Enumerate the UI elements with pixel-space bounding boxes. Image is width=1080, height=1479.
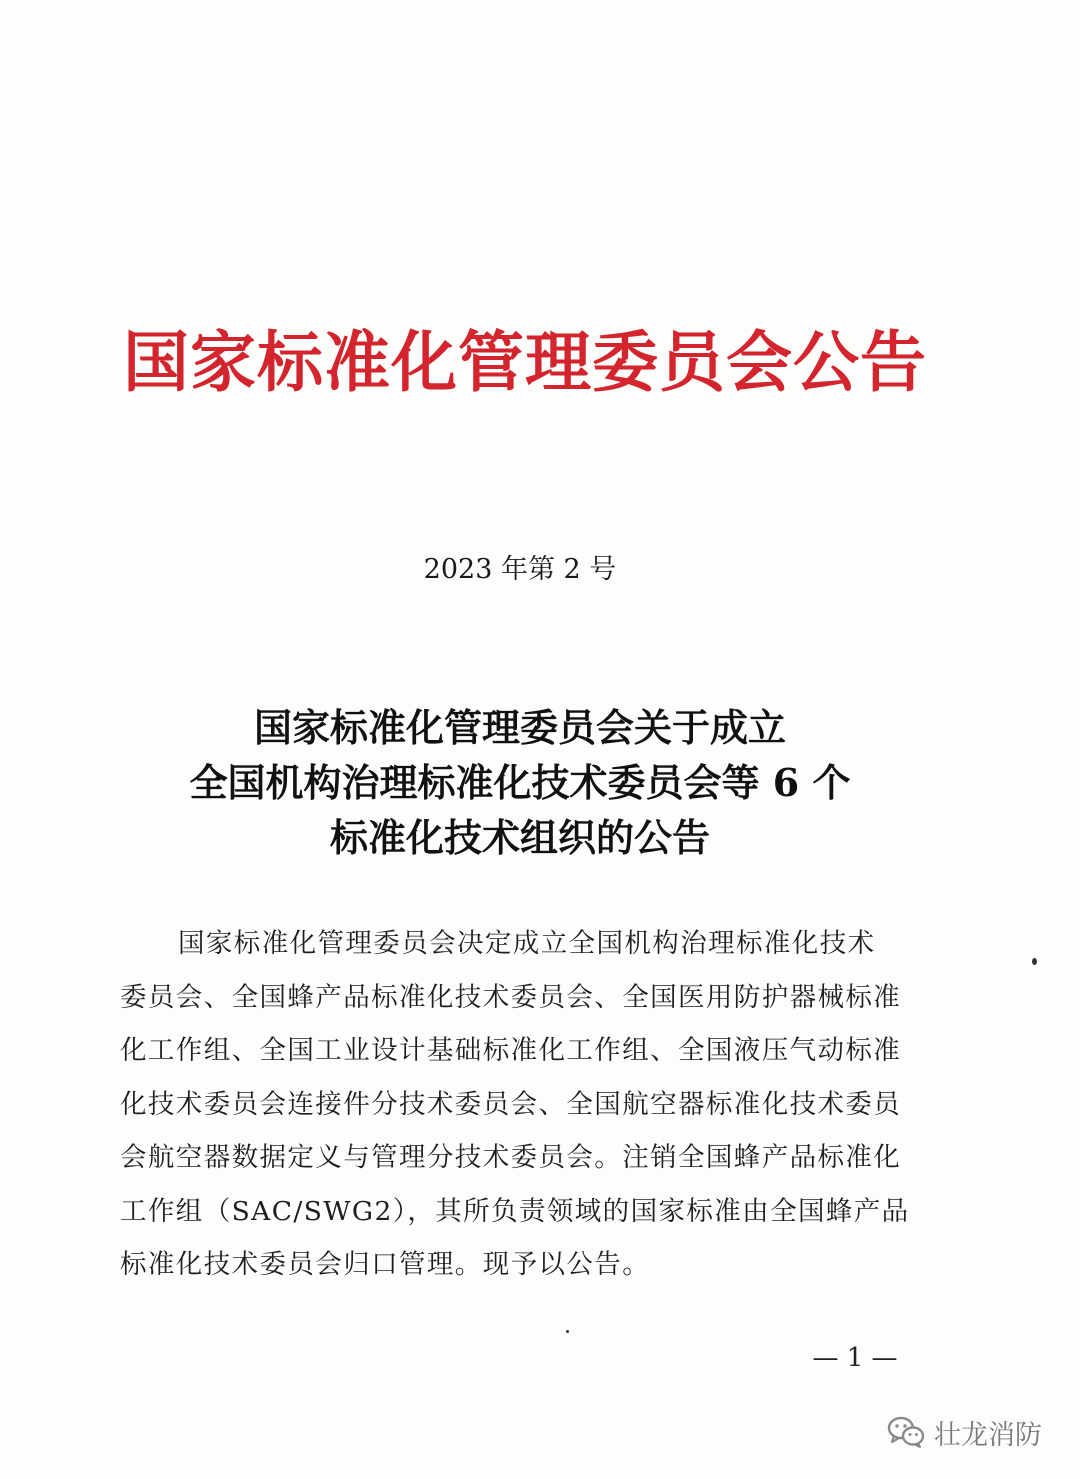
- scan-speck: [566, 1330, 569, 1333]
- title-line: 全国机构治理标准化技术委员会等 6 个: [189, 760, 851, 805]
- announcement-title: [0, 700, 1040, 865]
- watermark-text: 壮龙消防: [934, 1419, 1042, 1451]
- body-line: 标准化技术委员会归口管理。现予以公告。: [120, 1249, 651, 1280]
- document-number: 2023 年第 2 号: [423, 554, 617, 585]
- body-line: 化技术委员会连接件分技术委员会、全国航空器标准化技术委员: [120, 1088, 902, 1120]
- body-line: 委员会、全国蜂产品标准化技术委员会、全国医用防护器械标准: [120, 981, 902, 1013]
- wechat-icon: [886, 1415, 926, 1449]
- watermark: [886, 1410, 1042, 1454]
- body-line: 会航空器数据定义与管理分技术委员会。注销全国蜂产品标准化: [120, 1142, 902, 1173]
- announcement-body: [120, 917, 930, 1292]
- title-line: 标准化技术组织的公告: [329, 815, 710, 860]
- body-line: 工作组（SAC/SWG2），其所负责领域的国家标准由全国蜂产品: [120, 1195, 910, 1227]
- body-line: 国家标准化管理委员会决定成立全国机构治理标准化技术: [178, 928, 876, 959]
- title-line: 国家标准化管理委员会关于成立: [253, 705, 786, 750]
- body-line: 化工作组、全国工业设计基础标准化工作组、全国液压气动标准: [120, 1035, 902, 1066]
- page-number: — 1 —: [812, 1343, 898, 1373]
- scan-speck: [1032, 958, 1037, 965]
- masthead-title: 国家标准化管理委员会公告: [123, 324, 927, 401]
